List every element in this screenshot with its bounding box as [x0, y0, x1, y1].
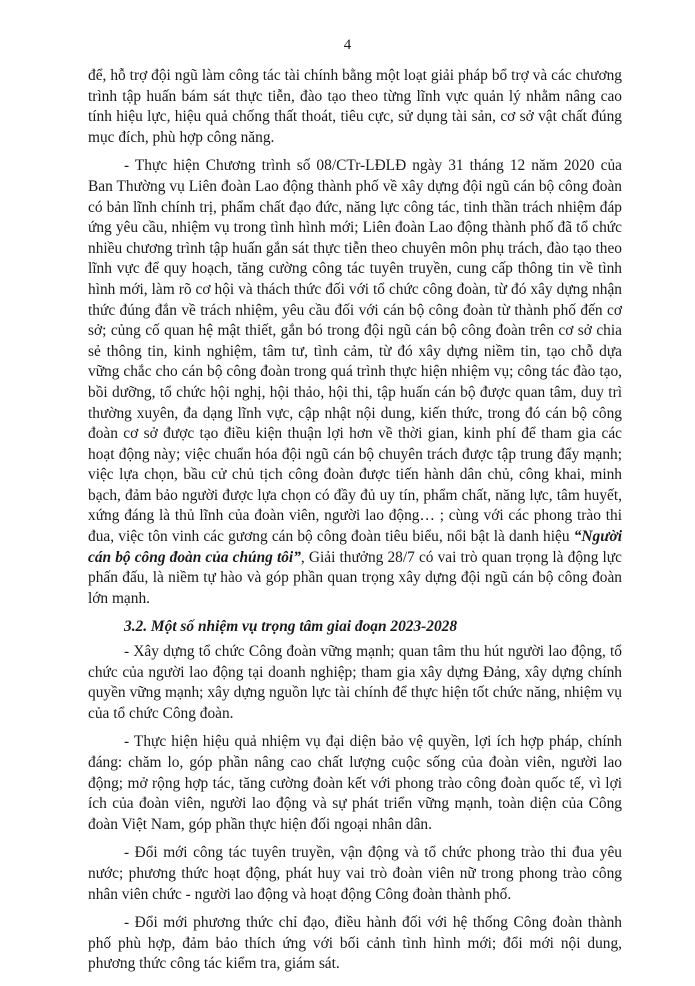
task-item-2: - Thực hiện hiệu quả nhiệm vụ đại diện bảo vệ quyền, lợi ích hợp pháp, chính đáng: chăm lo, góp phần nâng cao chất lượng cuộc sống của đoàn viên, người lao động; mở rộng hợp tác, tăng cường đoàn kết với phong trào công đoàn quốc tế, vì lợi ích của đoàn viên, người lao động và sự phát triển vững mạnh, toàn diện của Công đoàn Việt Nam, góp phần thực hiện đối ngoại nhân dân. [88, 733, 622, 833]
paragraph-training-program [88, 156, 622, 609]
task-item-3: - Đổi mới công tác tuyên truyền, vận động và tổ chức phong trào thi đua yêu nước; phương thức hoạt động, phát huy vai trò đoàn viên nữ trong phong trào công nhân viên chức - người lao động và hoạt động Công đoàn thành phố. [88, 844, 622, 903]
task-item-1: - Xây dựng tổ chức Công đoàn vững mạnh; quan tâm thu hút người lao động, tổ chức của người lao động tại doanh nghiệp; tham gia xây dựng Đảng, xây dựng chính quyền vững mạnh; xây dựng nguồn lực tài chính để thực hiện tốt chức năng, nhiệm vụ của tổ chức Công đoàn. [88, 643, 622, 722]
paragraph-text: , Giải thưởng 28/7 có vai trò quan trọng là động lực phấn đấu, là niềm tự hào và góp phần quan trọng xây dựng đội ngũ cán bộ công đoàn lớn mạnh. [88, 548, 622, 607]
award-title: “Người cán bộ công đoàn của chúng tôi” [88, 528, 622, 566]
paragraph-text: - Thực hiện Chương trình số 08/CTr-LĐLĐ ngày 31 tháng 12 năm 2020 của Ban Thường vụ Liên đoàn Lao động thành phố về xây dựng đội ngũ cán bộ công đoàn có bản lĩnh chính trị, phẩm chất đạo đức, năng lực công tác, tinh thần trách nhiệm đáp ứng yêu cầu, nhiệm vụ trong tình hình mới; Liên đoàn Lao động thành phố đã tổ chức nhiều chương trình tập huấn gắn sát thực tiễn theo chuyên môn phụ trách, đào tạo theo lĩnh vực để quy hoạch, tăng cường công tác tuyên truyền, cung cấp thông tin về tình hình mới, làm rõ cơ hội và thách thức đối với tổ chức công đoàn, từ đó xây dựng nhận thức đúng đắn về trách nhiệm, yêu cầu đối với cán bộ công đoàn từ thành phố đến cơ sở; củng cố quan hệ mật thiết, gắn bó trong đội ngũ cán bộ công đoàn trên cơ sở chia sẻ thông tin, kinh nghiệm, tâm tư, tình cảm, từ đó xây dựng niềm tin, tạo chỗ dựa vững chắc cho cán bộ công đoàn trong quá trình thực hiện nhiệm vụ; công tác đào tạo, bồi dưỡng, tổ chức hội nghị, hội thảo, hội thi, tập huấn cán bộ được quan tâm, duy trì thường xuyên, đa dạng lĩnh vực, cập nhật nội dung, kiến thức, trong đó cán bộ công đoàn cơ sở được tạo điều kiện thuận lợi hơn về thời gian, kinh phí để tham gia các hoạt động này; việc chuẩn hóa đội ngũ cán bộ chuyên trách được tập trung đẩy mạnh; việc lựa chọn, bầu cử chủ tịch công đoàn được tiến hành dân chủ, công khai, minh bạch, đảm bảo người được lựa chọn có đầy đủ uy tín, phẩm chất, năng lực, tâm huyết, xứng đáng là thủ lĩnh của đoàn viên, người lao động… ; cùng với các phong trào thi đua, việc tôn vinh các gương cán bộ công đoàn tiêu biểu, nổi bật là danh hiệu [88, 157, 622, 546]
paragraph-continuation: để, hỗ trợ đội ngũ làm công tác tài chính bằng một loạt giải pháp bổ trợ và các chương trình tập huấn bám sát thực tiễn, đào tạo theo từng lĩnh vực quản lý nhằm nâng cao tính hiệu lực, hiệu quả chống thất thoát, tiêu cực, sử dụng tài sản, cơ sở vật chất đúng mục đích, phù hợp công năng. [88, 67, 622, 146]
page-number: 4 [343, 37, 352, 53]
task-item-4: - Đổi mới phương thức chỉ đạo, điều hành đối với hệ thống Công đoàn thành phố phù hợp, đảm bảo thích ứng với bối cảnh tình hình mới; đổi mới nội dung, phương thức công tác kiểm tra, giám sát. [88, 914, 622, 973]
section-heading: 3.2. Một số nhiệm vụ trọng tâm giai đoạn 2023-2028 [124, 618, 458, 636]
document-body [88, 66, 622, 979]
